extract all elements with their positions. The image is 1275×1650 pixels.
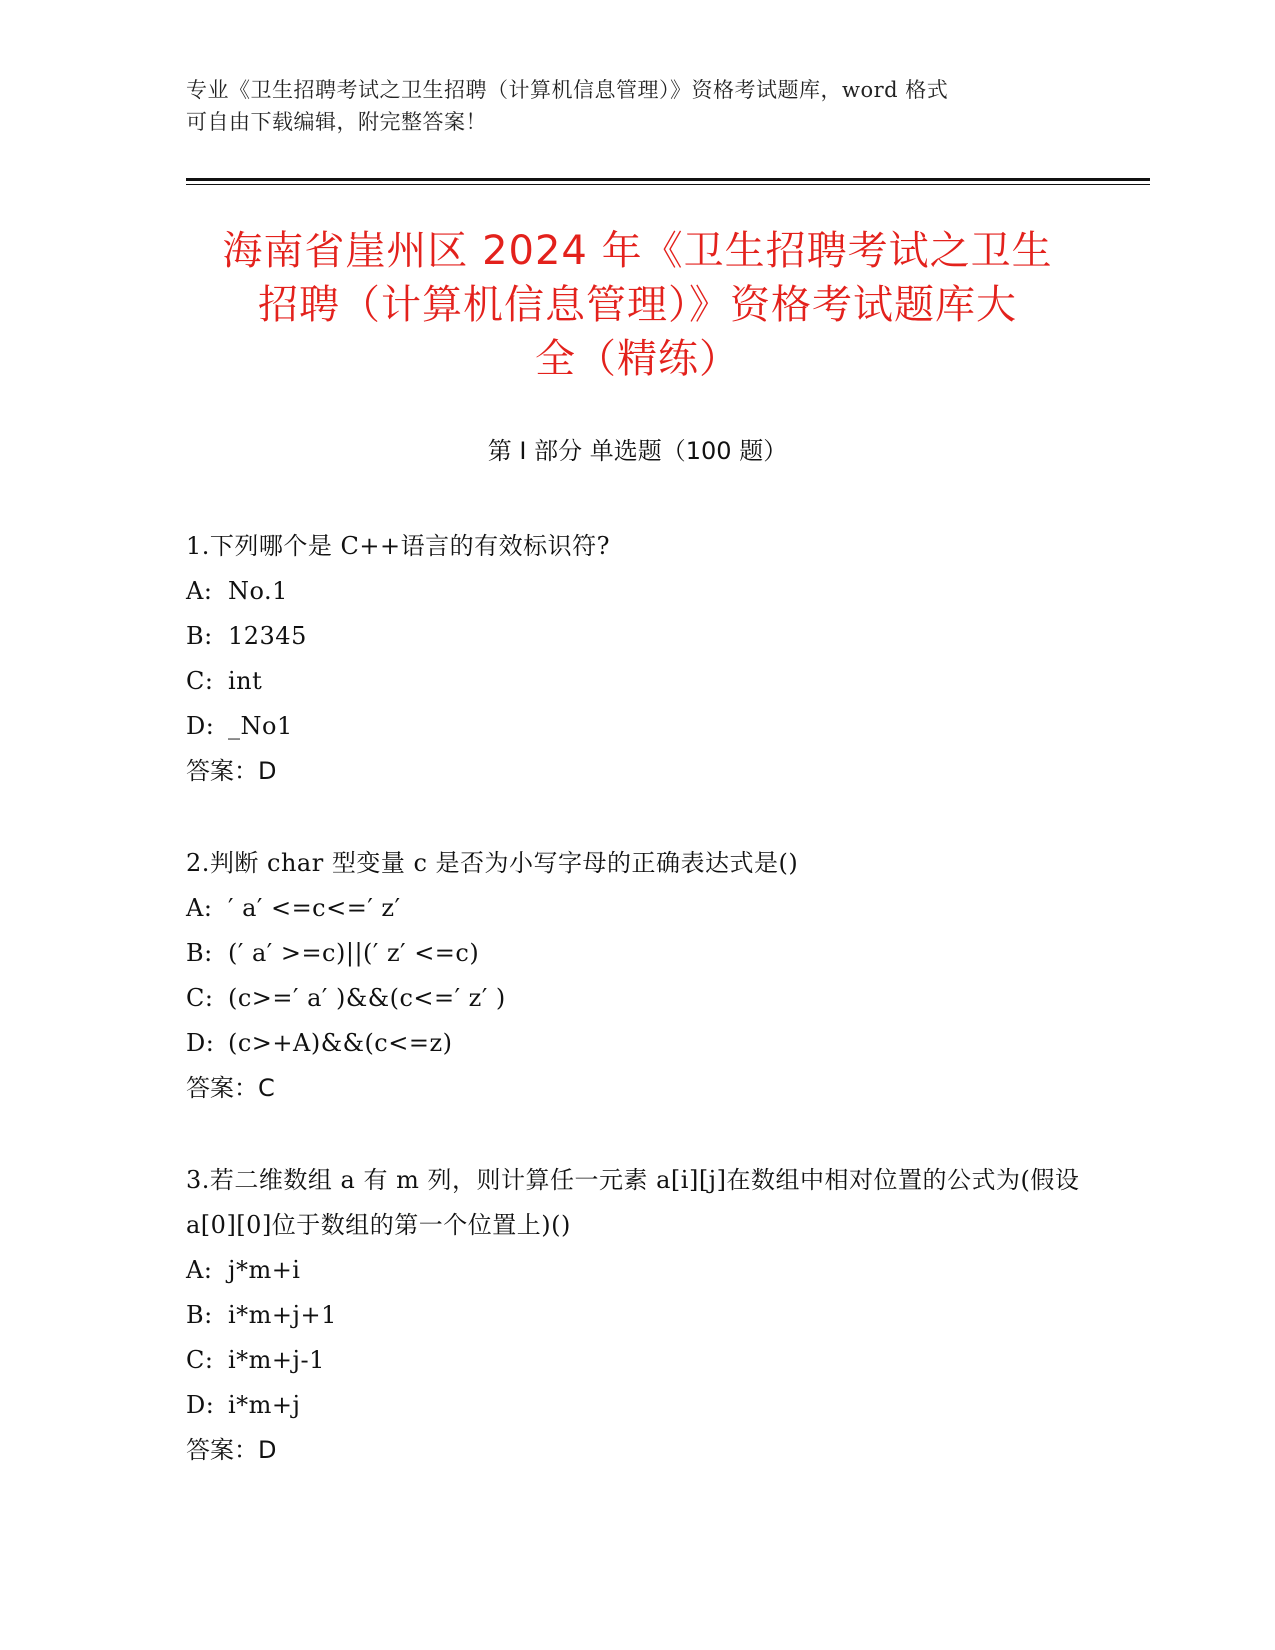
option-d — [186, 1383, 1086, 1428]
option-key: A: — [186, 894, 213, 922]
header-note-line-2: 可自由下载编辑，附完整答案！ — [186, 110, 487, 134]
option-b — [186, 614, 1086, 659]
option-text: ′ a′ <=c<=′ z′ — [228, 894, 401, 922]
header-note-line-1: 专业《卫生招聘考试之卫生招聘（计算机信息管理）》资格考试题库，word 格式 — [186, 78, 949, 102]
option-text: i*m+j+1 — [228, 1301, 337, 1329]
answer: 答案：C — [186, 1074, 275, 1102]
question-stem: 1.下列哪个是 C++语言的有效标识符? — [186, 532, 610, 560]
option-a — [186, 1248, 1086, 1293]
option-d — [186, 704, 1086, 749]
option-b — [186, 931, 1086, 976]
document-title-line-2: 招聘（计算机信息管理）》资格考试题库大 — [258, 282, 1017, 328]
option-key: B: — [186, 622, 213, 650]
option-text: _No1 — [228, 712, 293, 740]
option-key: B: — [186, 1301, 213, 1329]
option-text: 12345 — [228, 622, 307, 650]
option-text: No.1 — [228, 577, 288, 605]
option-key: D: — [186, 1391, 215, 1419]
option-text: j*m+i — [228, 1256, 301, 1284]
option-text: int — [228, 667, 263, 695]
option-key: D: — [186, 712, 215, 740]
header-note — [186, 74, 1066, 138]
option-c — [186, 1338, 1086, 1383]
header-rule-thin — [186, 184, 1150, 185]
question-stem: 2.判断 char 型变量 c 是否为小写字母的正确表达式是() — [186, 849, 799, 877]
option-a — [186, 569, 1086, 614]
document-title-line-3: 全（精练） — [535, 336, 740, 382]
option-a — [186, 886, 1086, 931]
option-key: A: — [186, 577, 213, 605]
option-key: C: — [186, 1346, 214, 1374]
option-c — [186, 659, 1086, 704]
option-text: (′ a′ >=c)||(′ z′ <=c) — [228, 939, 480, 967]
question-2 — [186, 841, 1086, 1111]
question-stem: 3.若二维数组 a 有 m 列，则计算任一元素 a[i][j]在数组中相对位置的公式为(假设 a[0][0]位于数组的第一个位置上)() — [186, 1166, 1080, 1239]
question-1 — [186, 524, 1086, 794]
option-key: C: — [186, 984, 214, 1012]
option-d — [186, 1021, 1086, 1066]
option-key: B: — [186, 939, 213, 967]
option-text: i*m+j-1 — [228, 1346, 325, 1374]
option-key: C: — [186, 667, 214, 695]
option-key: A: — [186, 1256, 213, 1284]
question-3 — [186, 1158, 1086, 1473]
option-b — [186, 1293, 1086, 1338]
answer: 答案：D — [186, 1436, 277, 1464]
answer: 答案：D — [186, 757, 277, 785]
section-heading: 第 I 部分 单选题（100 题） — [487, 437, 788, 465]
option-text: (c>=′ a′ )&&(c<=′ z′ ) — [228, 984, 506, 1012]
document-title-line-1: 海南省崖州区 2024 年《卫生招聘考试之卫生 — [222, 228, 1053, 274]
option-text: i*m+j — [228, 1391, 301, 1419]
option-text: (c>+A)&&(c<=z) — [228, 1029, 453, 1057]
option-key: D: — [186, 1029, 215, 1057]
document-title — [180, 224, 1095, 386]
option-c — [186, 976, 1086, 1021]
header-rule-thick — [186, 178, 1150, 181]
